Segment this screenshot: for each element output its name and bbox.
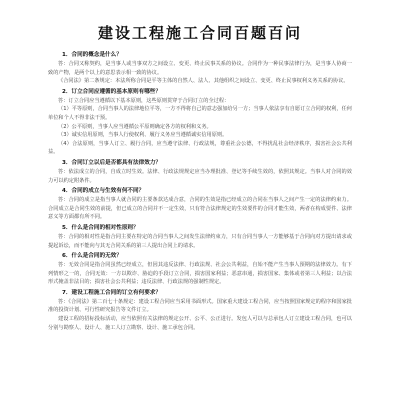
answer-paragraph: （1）平等原则，合同当事人的法律地位平等，一方不得将自己的意志强加给另一方；当事人依法享有自愿订立合同的权利，任何单位和个人不得非法干预。 [48, 106, 352, 121]
question-heading: 6．什么是合同的无效？ [62, 253, 122, 260]
document-title: 建设工程施工合同百题百问 [97, 24, 302, 42]
document-body [48, 51, 352, 332]
answer-paragraph: 答：《合同法》第二百七十条规定：建设工程合同应当采用书面形式。国家重大建设工程合同，应当按照国家规定的程序和国家批准的投资计划、可行性研究报告等文件订立。 [48, 298, 352, 314]
answer-paragraph: 答：合同又称契约，是当事人或当事双方之间设立、变更、终止民事关系的协议。合同作为一种民事法律行为，是当事人协商一致的产物，是两个以上的意思表示相一致的协议。 [48, 61, 352, 76]
answer-paragraph: （4）合法原则，当事人订立、履行合同，应当遵守法律、行政法规，尊重社会公德，不得扰乱社会经济秩序，损害社会公共利益。 [48, 140, 352, 156]
answer-paragraph: 答：无效合同是指合同虽然已经成立，但因其违反法律、行政法规、社会公共利益，自始不能产生当事人预期的法律效力。有下列情形之一的，合同无效：一方以欺诈、胁迫的手段订立合同，损害国家利益；恶意串通，损害国家、集体或者第三人利益；以合法形式掩盖非法目的；损害社会公共利益；违反法律、行政法规的强制性规定。 [48, 262, 352, 286]
answer-paragraph: （2）公平原则，当事人应当遵循公平原则确定各方的权利和义务。 [58, 123, 212, 130]
question-heading: 4．合同的成立与生效有何不同？ [62, 188, 145, 195]
answer-paragraph: 答：合同的成立是指当事人就合同的主要条款达成合意，合同的生效是指已经成立的合同在当事人之间产生一定的法律约束力。合同成立是合同生效的前提，但已成立的合同并不一定生效，只有符合法律规定的生效要件的合同才能生效，两者在构成要件、法律意义等方面都有所不同。 [48, 197, 352, 221]
question-heading: 7．建设工程施工合同的订立有何要求？ [62, 289, 161, 296]
question-heading: 2．订立合同应遵循的基本原则有哪些？ [62, 88, 161, 95]
question-heading: 5．什么是合同的相对性原则？ [62, 224, 139, 231]
answer-paragraph: 答：合同的相对性是指合同主要在特定的合同当事人之间发生法律约束力，只有合同当事人一方能够基于合同向对方提出请求或提起诉讼，而不能向与其无合同关系的第三人提出合同上的请求。 [48, 233, 352, 249]
answer-paragraph: 答：依法成立的合同，自成立时生效。法律、行政法规规定应当办理批准、登记等手续生效的，依照其规定。当事人对合同的效力可以约定附条件。 [48, 168, 352, 184]
question-heading: 3．合同订立以后是否都具有法律效力？ [62, 159, 161, 166]
question-heading: 1．合同的概念是什么？ [62, 52, 122, 58]
answer-paragraph: 《合同法》第二条规定：本法所称合同是平等主体的自然人、法人、其他组织之间设立、变更、终止民事权利义务关系的协议。 [58, 78, 349, 85]
answer-paragraph: （3）诚实信用原则，当事人行使权利、履行义务应当遵循诚实信用原则。 [58, 132, 228, 139]
answer-paragraph: 建设工程的招标投标活动，应当依照有关法律的规定公开、公平、公正进行。发包人可以与总承包人订立建设工程合同，也可以分别与勘察人、设计人、施工人订立勘察、设计、施工承包合同。 [48, 316, 352, 331]
answer-paragraph: 答：订立合同应当遵循以下基本原则，这些原则贯穿于合同订立的全过程： [58, 97, 230, 104]
